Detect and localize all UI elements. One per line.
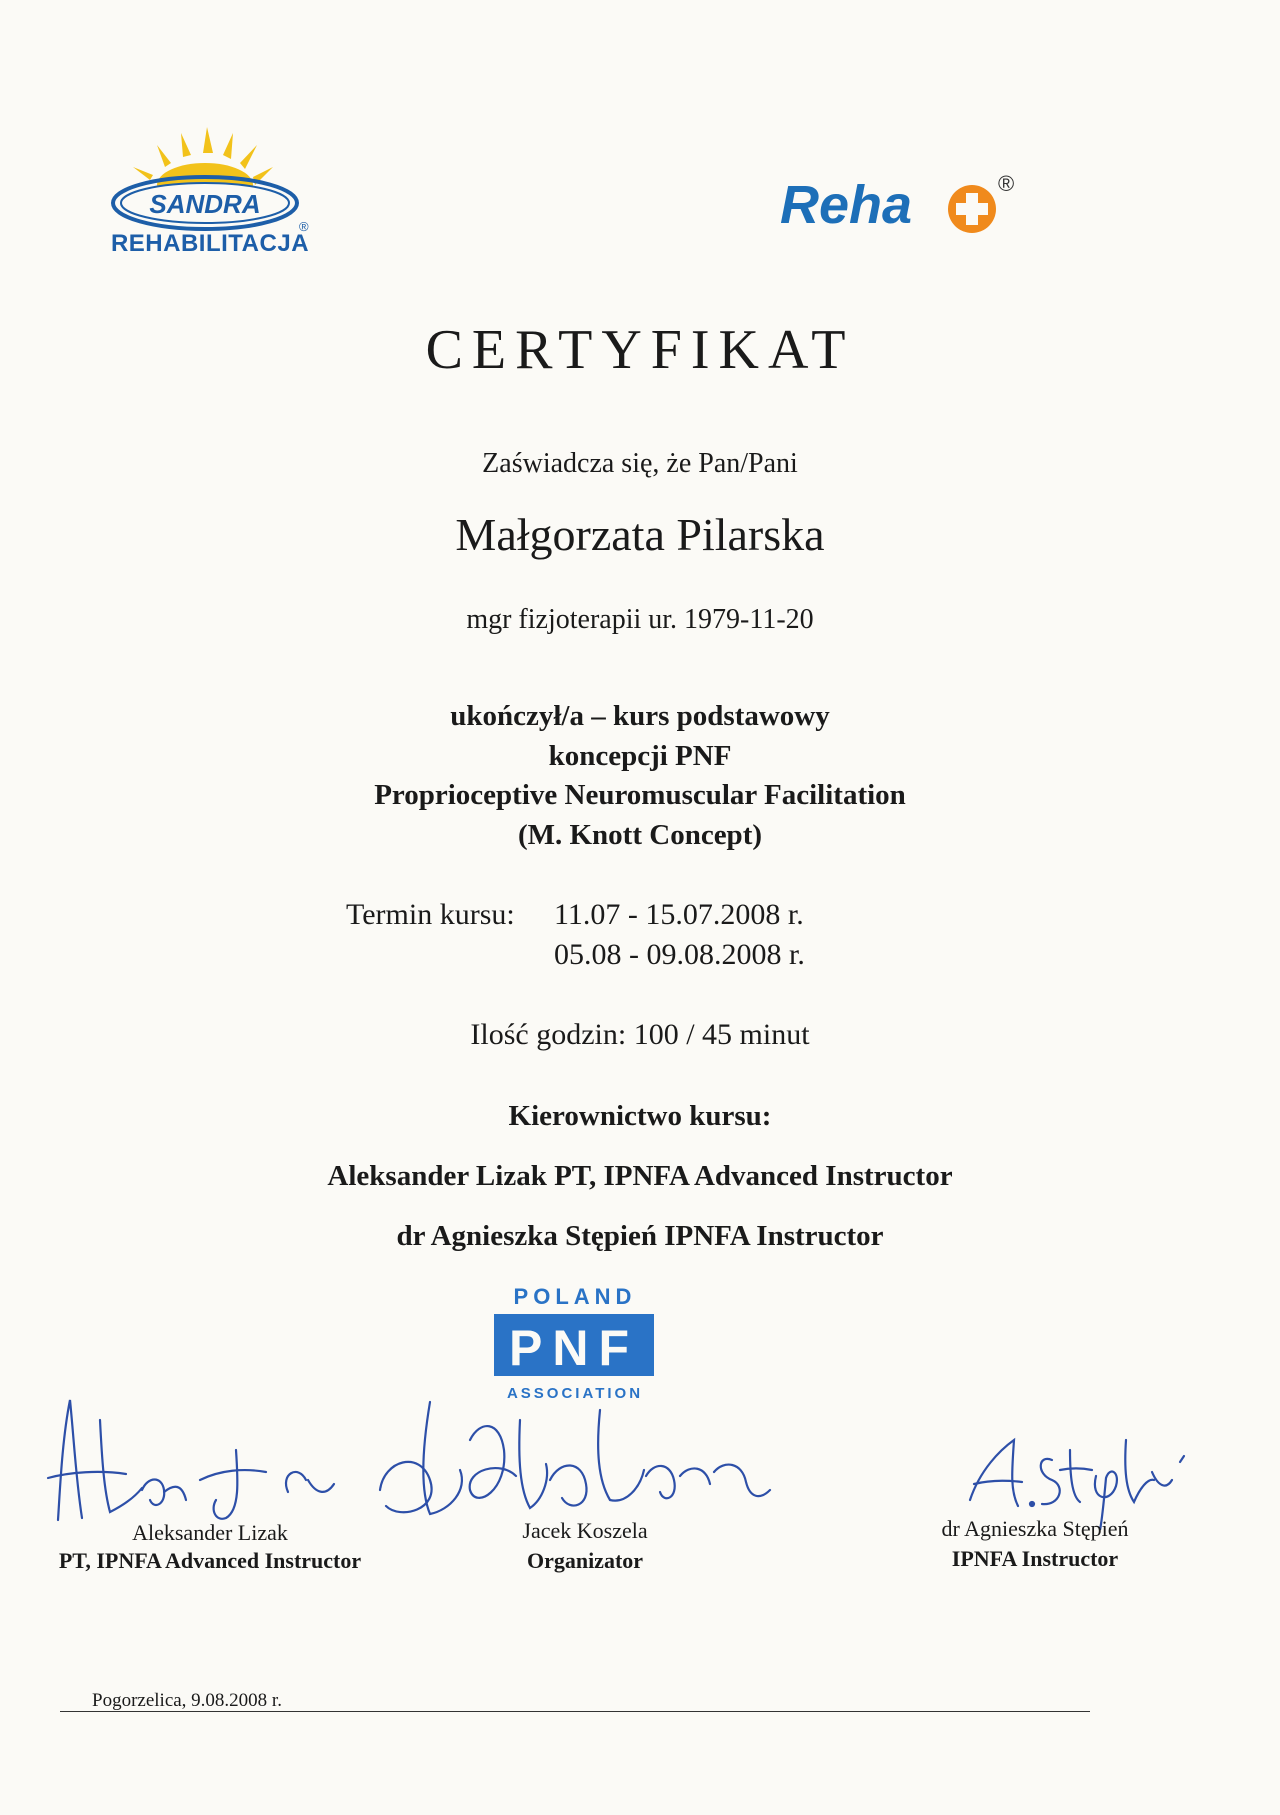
pnf-logo-top: POLAND xyxy=(513,1284,637,1309)
recipient-name: Małgorzata Pilarska xyxy=(455,509,825,560)
sandra-logo-caption: REHABILITACJA xyxy=(110,230,310,257)
course-line: (M. Knott Concept) xyxy=(517,819,763,851)
management-title: Kierownictwo kursu: xyxy=(508,1100,772,1132)
signatory-name: Aleksander Lizak xyxy=(132,1520,288,1545)
reha-plus-logo xyxy=(780,165,1040,245)
course-hours: Ilość godzin: 100 / 45 minut xyxy=(470,1018,810,1051)
course-term-label: Termin kursu: xyxy=(346,898,515,931)
signatures-drawing xyxy=(30,1380,1250,1530)
course-line: ukończył/a – kurs podstawowy xyxy=(450,700,830,732)
signatory-role: Organizator xyxy=(526,1548,644,1573)
signatory-name: dr Agnieszka Stępień xyxy=(941,1516,1129,1541)
course-line: koncepcji PNF xyxy=(548,740,732,772)
course-line: Proprioceptive Neuromuscular Facilitation xyxy=(374,779,906,811)
management-member: dr Agnieszka Stępień IPNFA Instructor xyxy=(396,1220,884,1252)
signatory-name: Jacek Koszela xyxy=(522,1518,648,1543)
course-term-date: 05.08 - 09.08.2008 r. xyxy=(554,938,805,971)
certificate-title: CERTYFIKAT xyxy=(425,319,855,381)
management-member: Aleksander Lizak PT, IPNFA Advanced Instructor xyxy=(327,1160,953,1192)
certificate-intro: Zaświadcza się, że Pan/Pani xyxy=(482,448,798,479)
signature-lizak xyxy=(48,1400,334,1520)
reha-registered-mark: ® xyxy=(998,171,1015,196)
course-term-date: 11.07 - 15.07.2008 r. xyxy=(554,898,804,931)
svg-text:®: ® xyxy=(299,219,309,234)
pnf-logo-bottom: ASSOCIATION xyxy=(506,1385,644,1402)
signature-koszela xyxy=(380,1402,770,1514)
sandra-logo-word: SANDRA xyxy=(149,189,261,219)
signatory-role: IPNFA Instructor xyxy=(951,1546,1119,1571)
footer-rule xyxy=(60,1711,1090,1712)
recipient-degree: mgr fizjoterapii ur. 1979-11-20 xyxy=(466,604,814,635)
reha-logo-word: Reha xyxy=(780,175,913,235)
pnf-logo-middle: PNF xyxy=(509,1320,639,1376)
signatory-role: PT, IPNFA Advanced Instructor xyxy=(58,1548,362,1573)
place-and-date: Pogorzelica, 9.08.2008 r. xyxy=(92,1690,282,1711)
